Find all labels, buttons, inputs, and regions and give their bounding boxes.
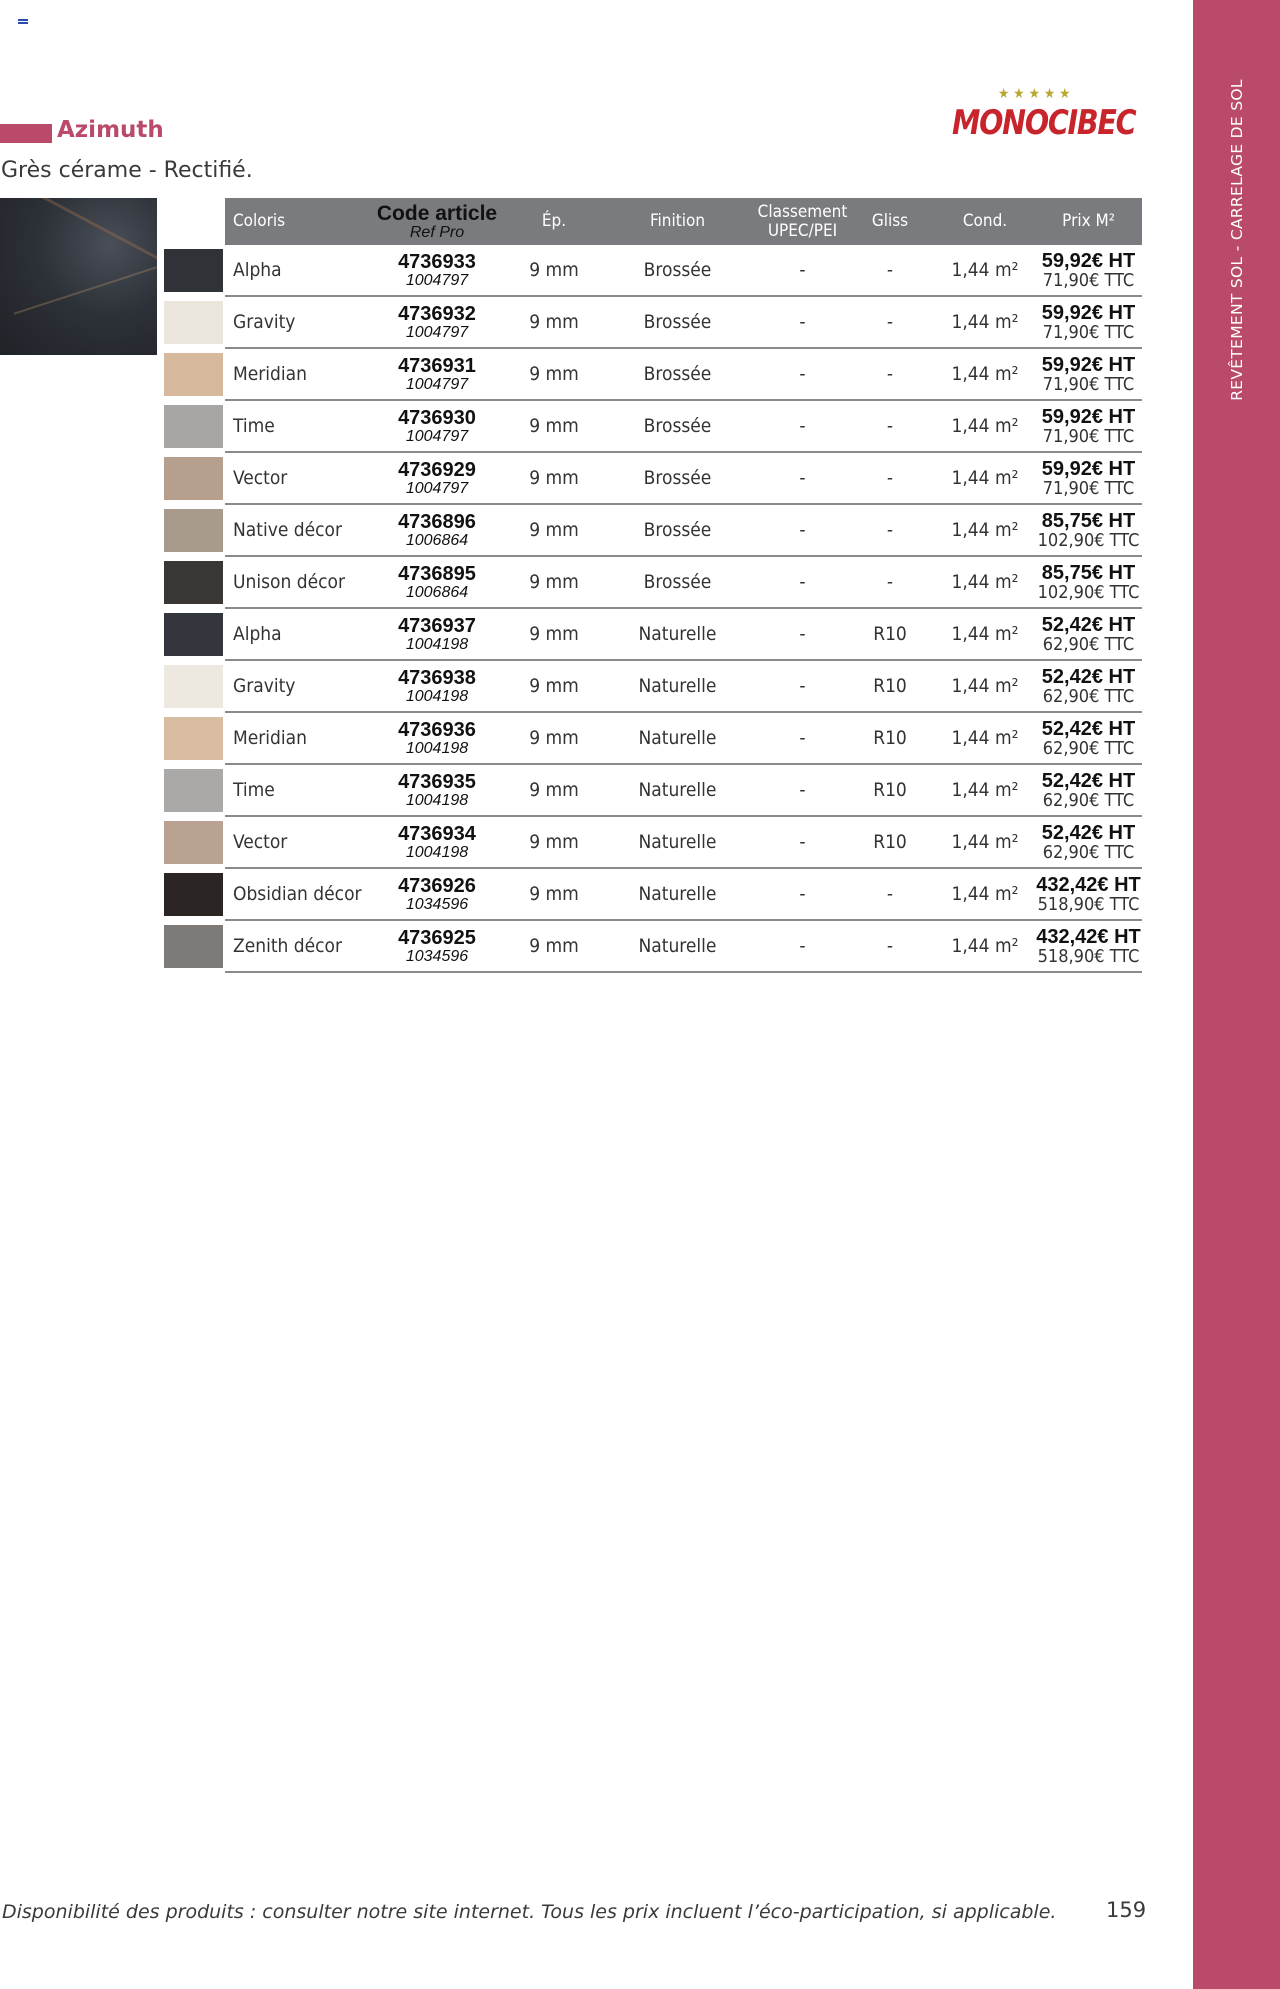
cell-gliss: R10 — [873, 831, 907, 853]
color-swatch — [164, 873, 223, 916]
cell-ref-pro: 1004797 — [405, 323, 469, 341]
cell-finition: Brossée — [643, 311, 712, 333]
cell-code-article: 4736936 — [398, 718, 476, 741]
cell-classement: - — [799, 623, 806, 645]
price-ttc: 71,90€ TTC — [1042, 321, 1135, 343]
cell-prix — [1035, 661, 1142, 711]
table-row — [225, 869, 1142, 921]
cell-ep: 9 mm — [529, 779, 579, 801]
cell-gliss: - — [886, 259, 894, 281]
cell-finition: Naturelle — [638, 935, 717, 957]
cell-classement: - — [799, 883, 806, 905]
price-ttc: 102,90€ TTC — [1037, 529, 1140, 551]
cell-cond: 1,44 m² — [951, 363, 1019, 385]
color-swatch — [164, 353, 223, 396]
cell-code-article: 4736930 — [398, 406, 476, 429]
cell-classement: - — [799, 779, 806, 801]
cell-code — [345, 765, 529, 815]
product-hero-image — [0, 198, 157, 355]
color-swatch — [164, 301, 223, 344]
cell-gliss: - — [886, 883, 894, 905]
cell-ref-pro: 1004797 — [405, 479, 469, 497]
cell-ep: 9 mm — [529, 415, 579, 437]
header-classement-label: Classement — [757, 201, 848, 222]
cell-prix — [1035, 453, 1142, 503]
price-ttc: 62,90€ TTC — [1042, 633, 1135, 655]
cell-ref-pro: 1004198 — [405, 843, 469, 861]
cell-classement: - — [799, 727, 806, 749]
cell-code — [345, 921, 529, 971]
cell-coloris: Zenith décor — [233, 935, 343, 957]
price-ht: 432,42€ HT — [1036, 925, 1141, 948]
cell-classement: - — [799, 467, 806, 489]
cell-ref-pro: 1034596 — [405, 895, 469, 913]
table-row — [225, 921, 1142, 973]
price-ttc: 518,90€ TTC — [1037, 945, 1140, 967]
cell-cond: 1,44 m² — [951, 623, 1019, 645]
table-row — [225, 817, 1142, 869]
cell-cond: 1,44 m² — [951, 415, 1019, 437]
cell-ep: 9 mm — [529, 935, 579, 957]
footer-note: Disponibilité des produits : consulter notre site internet. Tous les prix incluent l’éco-participation, si applicable. — [2, 1901, 1057, 1923]
cell-classement: - — [799, 519, 806, 541]
cell-prix — [1035, 349, 1142, 399]
header-ref-label: Ref Pro — [409, 223, 465, 241]
cell-finition: Brossée — [643, 519, 712, 541]
color-swatch — [164, 717, 223, 760]
cell-coloris: Vector — [233, 467, 288, 489]
cell-gliss: R10 — [873, 675, 907, 697]
table-row — [225, 505, 1142, 557]
cell-prix — [1035, 245, 1142, 295]
brand-logo — [952, 86, 1142, 148]
cell-coloris: Alpha — [233, 623, 282, 645]
cell-code — [345, 401, 529, 451]
cell-ep: 9 mm — [529, 883, 579, 905]
cell-code-article: 4736935 — [398, 770, 476, 793]
cell-prix — [1035, 609, 1142, 659]
cell-code-article: 4736929 — [398, 458, 476, 481]
cell-prix — [1035, 765, 1142, 815]
price-ttc: 102,90€ TTC — [1037, 581, 1140, 603]
cell-code-article: 4736926 — [398, 874, 476, 897]
cell-finition: Brossée — [643, 571, 712, 593]
table-row — [225, 453, 1142, 505]
logo-stars-icon: ★★★★★ — [998, 86, 1075, 102]
cell-cond: 1,44 m² — [951, 311, 1019, 333]
cell-finition: Naturelle — [638, 675, 717, 697]
color-swatch — [164, 561, 223, 604]
cell-gliss: - — [886, 311, 894, 333]
cell-coloris: Gravity — [233, 675, 296, 697]
cell-code-article: 4736931 — [398, 354, 476, 377]
cell-finition: Naturelle — [638, 779, 717, 801]
cell-ep: 9 mm — [529, 467, 579, 489]
price-ttc: 71,90€ TTC — [1042, 477, 1135, 499]
table-row — [225, 349, 1142, 401]
cell-ref-pro: 1004198 — [405, 687, 469, 705]
table-row — [225, 401, 1142, 453]
cell-gliss: - — [886, 571, 894, 593]
price-ttc: 518,90€ TTC — [1037, 893, 1140, 915]
header-finition: Finition — [649, 211, 706, 231]
header-code-article — [345, 198, 529, 245]
color-swatch — [164, 665, 223, 708]
cell-coloris: Meridian — [233, 363, 307, 385]
price-ht: 59,92€ HT — [1041, 301, 1136, 324]
cell-cond: 1,44 m² — [951, 935, 1019, 957]
cell-code-article: 4736896 — [398, 510, 476, 533]
cell-coloris: Time — [233, 779, 275, 801]
cell-code-article: 4736895 — [398, 562, 476, 585]
table-row — [225, 661, 1142, 713]
cell-coloris: Alpha — [233, 259, 282, 281]
cell-ep: 9 mm — [529, 831, 579, 853]
cell-classement: - — [799, 675, 806, 697]
price-ht: 52,42€ HT — [1041, 769, 1136, 792]
price-ht: 432,42€ HT — [1036, 873, 1141, 896]
cell-gliss: R10 — [873, 727, 907, 749]
cell-classement: - — [799, 311, 806, 333]
cell-coloris: Gravity — [233, 311, 296, 333]
cell-cond: 1,44 m² — [951, 779, 1019, 801]
cell-code-article: 4736934 — [398, 822, 476, 845]
cell-classement: - — [799, 935, 806, 957]
cell-code-article: 4736932 — [398, 302, 476, 325]
color-swatch — [164, 925, 223, 968]
color-swatch — [164, 509, 223, 552]
cell-ref-pro: 1004198 — [405, 739, 469, 757]
title-accent-bar — [0, 124, 52, 143]
cell-code — [345, 817, 529, 867]
page-subtitle: Grès cérame - Rectifié. — [1, 158, 253, 183]
cell-cond: 1,44 m² — [951, 675, 1019, 697]
table-body — [225, 245, 1142, 973]
cell-code-article: 4736925 — [398, 926, 476, 949]
cell-ep: 9 mm — [529, 259, 579, 281]
price-ttc: 62,90€ TTC — [1042, 789, 1135, 811]
cell-code-article: 4736938 — [398, 666, 476, 689]
cell-finition: Naturelle — [638, 623, 717, 645]
cell-gliss: - — [886, 935, 894, 957]
color-swatch — [164, 249, 223, 292]
cell-prix — [1035, 869, 1142, 919]
cell-finition: Brossée — [643, 259, 712, 281]
logo-text: MONOCIBEC — [952, 103, 1136, 143]
cell-prix — [1035, 557, 1142, 607]
table-row — [225, 557, 1142, 609]
cell-prix — [1035, 921, 1142, 971]
price-ht: 85,75€ HT — [1041, 561, 1136, 584]
cell-code — [345, 557, 529, 607]
cell-gliss: - — [886, 415, 894, 437]
cell-finition: Naturelle — [638, 831, 717, 853]
cell-ep: 9 mm — [529, 727, 579, 749]
cell-cond: 1,44 m² — [951, 571, 1019, 593]
cell-code — [345, 297, 529, 347]
cell-code — [345, 349, 529, 399]
price-ht: 59,92€ HT — [1041, 249, 1136, 272]
cell-ep: 9 mm — [529, 623, 579, 645]
table-row — [225, 245, 1142, 297]
header-upec-label: UPEC/PEI — [767, 220, 838, 241]
cell-finition: Brossée — [643, 467, 712, 489]
cell-ep: 9 mm — [529, 675, 579, 697]
cell-ep: 9 mm — [529, 363, 579, 385]
cell-coloris: Native décor — [233, 519, 343, 541]
cell-classement: - — [799, 259, 806, 281]
table-header — [225, 198, 1142, 245]
price-ttc: 71,90€ TTC — [1042, 425, 1135, 447]
cell-code — [345, 661, 529, 711]
price-ttc: 71,90€ TTC — [1042, 373, 1135, 395]
cell-prix — [1035, 401, 1142, 451]
price-ht: 59,92€ HT — [1041, 457, 1136, 480]
cell-gliss: - — [886, 363, 894, 385]
table-row — [225, 713, 1142, 765]
price-ht: 52,42€ HT — [1041, 717, 1136, 740]
price-ht: 52,42€ HT — [1041, 613, 1136, 636]
cell-gliss: R10 — [873, 623, 907, 645]
cell-code — [345, 713, 529, 763]
cell-coloris: Meridian — [233, 727, 307, 749]
cell-coloris: Obsidian décor — [233, 883, 362, 905]
cell-cond: 1,44 m² — [951, 831, 1019, 853]
color-swatch — [164, 821, 223, 864]
cell-gliss: R10 — [873, 779, 907, 801]
cell-cond: 1,44 m² — [951, 467, 1019, 489]
section-label: REVÊTEMENT SOL - CARRELAGE DE SOL — [1228, 79, 1246, 401]
cell-ref-pro: 1004198 — [405, 635, 469, 653]
price-ttc: 62,90€ TTC — [1042, 841, 1135, 863]
cell-finition: Brossée — [643, 363, 712, 385]
corner-mark-icon — [18, 19, 28, 26]
price-ht: 59,92€ HT — [1041, 353, 1136, 376]
cell-code — [345, 245, 529, 295]
header-code-label: Code article — [376, 201, 498, 225]
price-ht: 52,42€ HT — [1041, 821, 1136, 844]
color-swatch — [164, 613, 223, 656]
cell-coloris: Vector — [233, 831, 288, 853]
cell-finition: Brossée — [643, 415, 712, 437]
cell-ep: 9 mm — [529, 519, 579, 541]
cell-gliss: - — [886, 467, 894, 489]
cell-classement: - — [799, 363, 806, 385]
page-number: 159 — [1106, 1898, 1147, 1922]
cell-code — [345, 453, 529, 503]
cell-ref-pro: 1006864 — [405, 531, 469, 549]
cell-code — [345, 869, 529, 919]
price-ttc: 71,90€ TTC — [1042, 269, 1135, 291]
price-ht: 59,92€ HT — [1041, 405, 1136, 428]
cell-cond: 1,44 m² — [951, 259, 1019, 281]
cell-classement: - — [799, 415, 806, 437]
cell-ref-pro: 1034596 — [405, 947, 469, 965]
price-ht: 85,75€ HT — [1041, 509, 1136, 532]
cell-cond: 1,44 m² — [951, 883, 1019, 905]
cell-cond: 1,44 m² — [951, 519, 1019, 541]
cell-ref-pro: 1004198 — [405, 791, 469, 809]
cell-ref-pro: 1004797 — [405, 375, 469, 393]
color-swatch — [164, 457, 223, 500]
cell-ref-pro: 1006864 — [405, 583, 469, 601]
cell-code-article: 4736937 — [398, 614, 476, 637]
cell-prix — [1035, 817, 1142, 867]
cell-prix — [1035, 505, 1142, 555]
color-swatch — [164, 405, 223, 448]
page-title: Azimuth — [57, 117, 164, 143]
cell-ref-pro: 1004797 — [405, 271, 469, 289]
cell-ref-pro: 1004797 — [405, 427, 469, 445]
cell-coloris: Time — [233, 415, 275, 437]
cell-code — [345, 505, 529, 555]
table-row — [225, 297, 1142, 349]
cell-code-article: 4736933 — [398, 250, 476, 273]
cell-finition: Naturelle — [638, 883, 717, 905]
price-ttc: 62,90€ TTC — [1042, 737, 1135, 759]
header-cond: Cond. — [962, 211, 1008, 231]
cell-ep: 9 mm — [529, 311, 579, 333]
price-ttc: 62,90€ TTC — [1042, 685, 1135, 707]
cell-cond: 1,44 m² — [951, 727, 1019, 749]
header-ep: Ép. — [541, 211, 567, 231]
color-swatch — [164, 769, 223, 812]
cell-prix — [1035, 297, 1142, 347]
table-row — [225, 609, 1142, 661]
cell-gliss: - — [886, 519, 894, 541]
header-gliss: Gliss — [871, 211, 909, 231]
price-table — [225, 198, 1142, 973]
cell-prix — [1035, 713, 1142, 763]
cell-ep: 9 mm — [529, 571, 579, 593]
table-row — [225, 765, 1142, 817]
cell-finition: Naturelle — [638, 727, 717, 749]
header-coloris: Coloris — [233, 211, 286, 231]
cell-classement: - — [799, 571, 806, 593]
cell-classement: - — [799, 831, 806, 853]
cell-code — [345, 609, 529, 659]
cell-coloris: Unison décor — [233, 571, 345, 593]
header-prix: Prix M² — [1062, 211, 1115, 231]
price-ht: 52,42€ HT — [1041, 665, 1136, 688]
